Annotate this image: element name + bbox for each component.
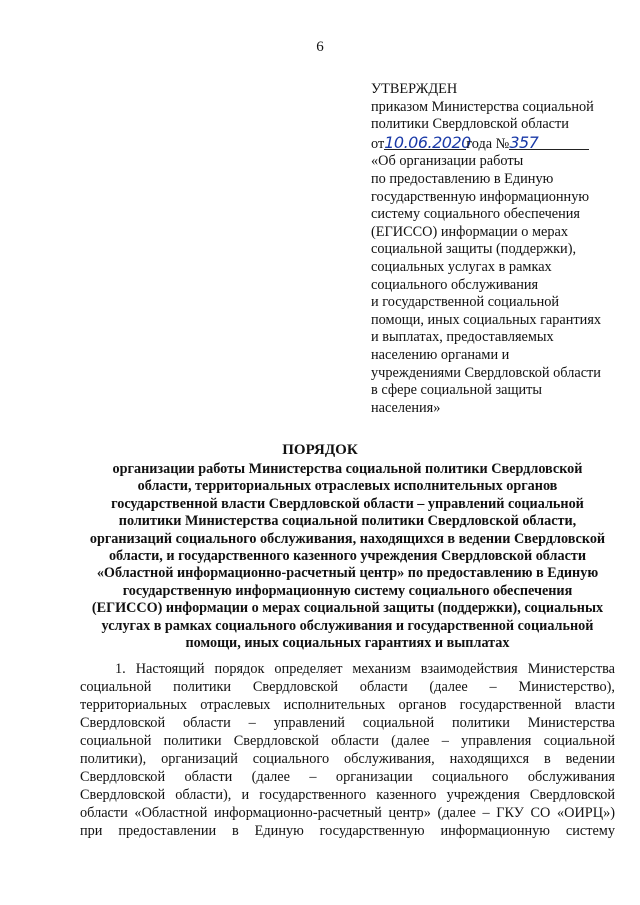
approval-title-line: и государственной социальной bbox=[371, 294, 560, 311]
approval-title-line: учреждениями Свердловской области bbox=[371, 364, 601, 381]
body-line: при предоставлении в Единую государственную информационную систему bbox=[80, 823, 615, 839]
subtitle-line: «Областной информационно-расчетный центр» по предоставлению в Единую bbox=[96, 565, 599, 582]
document-subtitle bbox=[80, 461, 615, 652]
subtitle-line: организаций социального обслуживания, находящихся в ведении Свердловской bbox=[89, 530, 606, 547]
subtitle-line: политики Министерства социальной политики Свердловской области, bbox=[118, 513, 577, 530]
body-line: 1. Настоящий порядок определяет механизм взаимодействия Министерства bbox=[115, 661, 615, 677]
approval-title-line: систему социального обеспечения bbox=[371, 206, 580, 223]
handwritten-number: 357 bbox=[509, 132, 539, 152]
approval-title-line: «Об организации работы bbox=[371, 153, 524, 170]
subtitle-line: (ЕГИССО) информации о мерах социальной защиты (поддержки), социальных bbox=[91, 600, 604, 617]
date-suffix: года № bbox=[466, 135, 510, 152]
body-line: социальной политики Свердловской области (далее – Министерство), bbox=[80, 679, 615, 695]
approval-line: политики Свердловской области bbox=[371, 116, 569, 133]
handwritten-date: 10.06.2020 bbox=[384, 132, 471, 152]
subtitle-line: области, и государственного казенного учреждения Свердловской области bbox=[108, 548, 587, 565]
subtitle-line: организации работы Министерства социальной политики Свердловской bbox=[112, 461, 583, 477]
date-prefix: от bbox=[371, 135, 385, 152]
body-line: социальной политики Свердловской области (далее – управления социальной bbox=[80, 733, 615, 749]
body-line: области «Областной информационно-расчетный центр» (далее – ГКУ СО «ОИРЦ») bbox=[80, 805, 615, 821]
subtitle-line: государственной власти Свердловской области – управлений социальной bbox=[111, 495, 584, 512]
approval-title-line: по предоставлению в Единую bbox=[371, 170, 554, 187]
approval-heading: УТВЕРЖДЕН bbox=[371, 81, 458, 97]
approval-title-line: социального обслуживания bbox=[371, 276, 539, 293]
subtitle-line: помощи, иных социальных гарантиях и выплатах bbox=[185, 635, 510, 652]
subtitle-line: государственную информационную систему социального обеспечения bbox=[122, 582, 573, 599]
page-number: 6 bbox=[316, 39, 324, 55]
subtitle-line: области, территориальных отраслевых исполнительных органов bbox=[137, 478, 558, 495]
approval-title-line: государственную информационную bbox=[371, 188, 590, 205]
approval-block bbox=[371, 81, 621, 417]
approval-line: приказом Министерства социальной bbox=[371, 98, 594, 115]
approval-title-line: населению органами и bbox=[371, 346, 510, 363]
body-line: территориальных отраслевых исполнительных органов государственной власти bbox=[80, 697, 615, 713]
approval-title-line: социальных услугах в рамках bbox=[371, 258, 552, 275]
approval-title-line: и выплатах, предоставляемых bbox=[371, 329, 554, 346]
body-paragraph bbox=[80, 660, 615, 840]
approval-date-line bbox=[371, 134, 621, 154]
approval-title-line: населения» bbox=[371, 399, 441, 416]
approval-title-line: (ЕГИССО) информации о мерах bbox=[371, 223, 569, 240]
document-title: ПОРЯДОК bbox=[282, 442, 358, 458]
body-line: Свердловской области (далее – организации социального обслуживания bbox=[80, 769, 615, 785]
approval-title-line: в сфере социальной защиты bbox=[371, 382, 542, 399]
body-line: Свердловской области), и государственного казенного учреждения Свердловской bbox=[80, 787, 615, 803]
body-line: политики), организаций социального обслуживания, находящихся в ведении bbox=[80, 751, 615, 767]
subtitle-line: услугах в рамках социального обслуживания и государственной социальной bbox=[101, 617, 594, 634]
approval-title-line: социальной защиты (поддержки), bbox=[371, 241, 577, 258]
approval-order-title bbox=[371, 153, 621, 417]
body-line: Свердловской области – управлений социальной политики Министерства bbox=[80, 715, 615, 731]
approval-title-line: помощи, иных социальных гарантиях bbox=[371, 311, 602, 328]
